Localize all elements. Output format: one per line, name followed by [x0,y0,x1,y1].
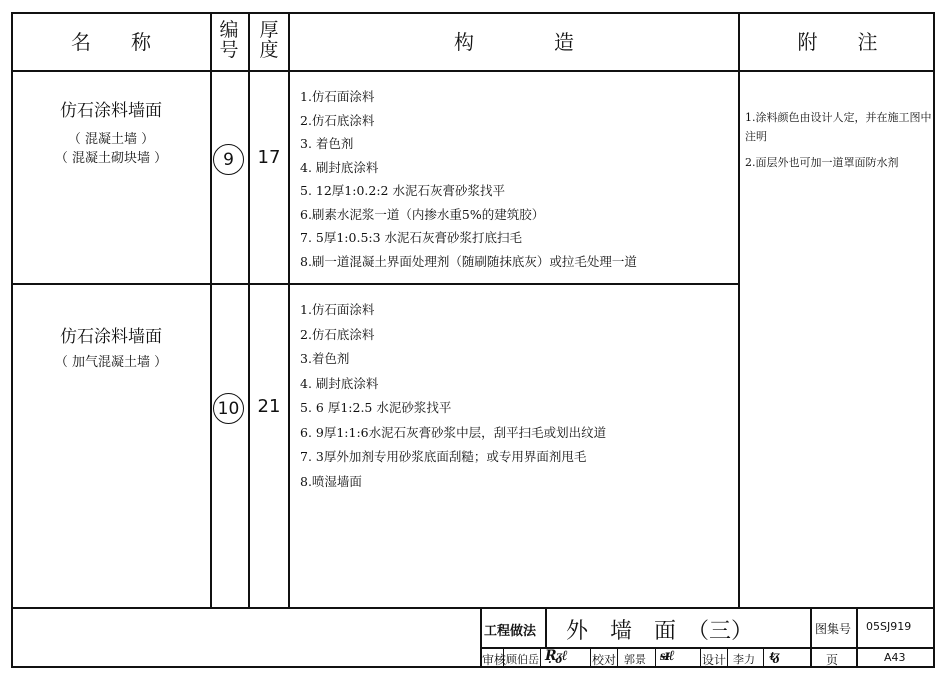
tb-divider-c [810,608,812,668]
row2-name: 仿石涂料墙面 [60,327,162,347]
col-divider-4 [738,12,740,608]
tb-divider-g [590,648,591,668]
row2-thickness: 21 [257,396,281,417]
tb-design-label: 设计 [702,653,727,667]
tb-atlas-no: 05SJ919 [866,620,912,633]
header-name: 名 称 [71,30,151,54]
note-item: 2.面层外也可加一道罩面防水剂 [745,156,899,169]
tb-reviewer-signature: Ṛᵹℓ [545,648,567,664]
tb-checker-signature: ᵴᵻℓ [660,648,674,664]
row1-step: 8.刷一道混凝土界面处理剂（随刷随抹底灰）或拉毛处理一道 [300,253,637,269]
row2-step: 8.喷湿墙面 [300,473,362,489]
row2-code-circle [213,393,244,424]
row1-code: 9 [223,149,234,170]
row1-step: 1.仿石面涂料 [300,89,375,104]
col-divider-3 [288,12,290,608]
tb-divider-l [763,648,764,668]
tb-reviewer: 顾伯岳 [506,653,539,666]
row2-step: 6. 9厚1:1:6水泥石灰膏砂浆中层，刮平扫毛或划出纹道 [300,424,607,440]
tb-page-label: 页 [826,653,839,667]
header-code: 编号 [219,19,239,61]
row2-step: 1.仿石面涂料 [300,302,375,317]
tb-check-label: 校对 [592,653,617,667]
row1-name: 仿石涂料墙面 [60,101,162,121]
header-construction: 构 造 [454,30,574,54]
row1-code-circle [213,144,244,175]
row1-step: 4. 刷封底涂料 [300,159,379,175]
tb-page-no: A43 [884,651,906,664]
col-divider-2 [248,12,250,608]
tb-divider-b [545,608,547,648]
tb-divider-k [727,648,728,668]
row2-step: 4. 刷封底涂料 [300,375,379,391]
title-block-top-rule [11,607,935,609]
row2-sub-1: （ 加气混凝土墙 ） [54,355,168,370]
header-thickness: 厚度 [259,19,279,61]
row1-thickness: 17 [257,147,281,168]
row2-step: 2.仿石底涂料 [300,326,375,342]
tb-title: 外 墙 面 （三） [566,619,754,644]
header-bottom-rule [11,70,935,72]
note-item: 1.涂料颜色由设计人定，并在施工图中注明 [745,111,932,143]
row-divider [11,283,739,285]
row2-steps [300,298,606,494]
row2-step: 3.着色剂 [300,351,350,366]
header-notes: 附 注 [797,30,878,54]
row1-step: 3. 着色剂 [300,136,354,151]
row1-step: 2.仿石底涂料 [300,112,375,128]
tb-divider-h [617,648,618,668]
tb-divider-f [540,648,541,668]
tb-divider-j [700,648,701,668]
tb-designer: 李力 [733,653,755,666]
row2-step: 5. 6 厚1:2.5 水泥砂浆找平 [300,400,452,415]
row2-code: 10 [217,398,240,419]
row1-sub-2: （ 混凝土砌块墙 ） [54,151,168,166]
row1-sub-1: （ 混凝土墙 ） [67,132,155,147]
tb-designer-signature: ᵵᵹ [770,648,780,664]
tb-divider-i [655,648,656,668]
row1-step: 6.刷素水泥浆一道（内掺水重5%的建筑胶） [300,206,545,222]
tb-atlas-label: 图集号 [815,622,852,636]
row1-step: 5. 12厚1:0.2:2 水泥石灰膏砂浆找平 [300,183,505,198]
tb-divider-d [856,608,858,668]
col-divider-1 [210,12,212,608]
row2-step: 7. 3厚外加剂专用砂浆底面刮糙；或专用界面剂甩毛 [300,449,587,464]
row1-step: 7. 5厚1:0.5:3 水泥石灰膏砂浆打底扫毛 [300,230,523,245]
tb-category-label: 工程做法 [484,624,537,639]
row1-steps [300,85,637,273]
tb-review-label: 审核 [482,653,507,667]
notes-list [745,108,933,179]
tb-checker: 郭景 [624,653,646,666]
